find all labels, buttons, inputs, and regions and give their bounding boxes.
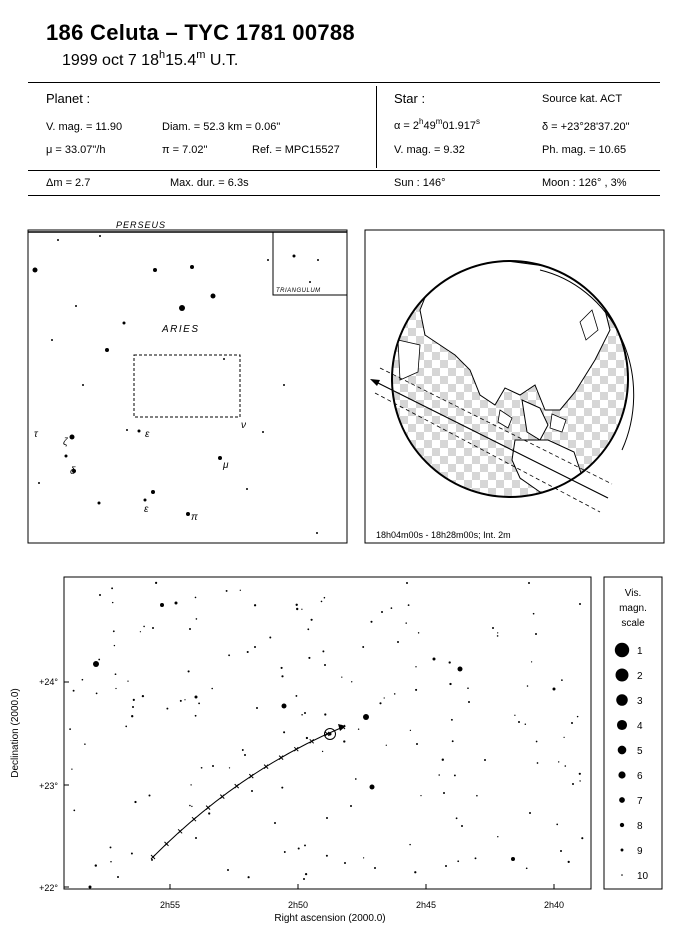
field-star xyxy=(112,602,113,603)
axis-ticks xyxy=(64,682,554,889)
path-time-ticks xyxy=(151,725,345,859)
field-star xyxy=(96,693,98,695)
field-star xyxy=(410,730,411,731)
field-star xyxy=(190,784,191,785)
field-star xyxy=(454,774,456,776)
field-star xyxy=(397,641,399,643)
field-star xyxy=(384,697,385,698)
field-star xyxy=(131,715,133,717)
field-star xyxy=(133,699,135,701)
greek-label: δ xyxy=(70,466,76,477)
field-star xyxy=(110,846,112,848)
scale-label: 8 xyxy=(637,821,643,832)
field-star xyxy=(443,792,445,794)
finder-star xyxy=(223,358,225,360)
detail-field-box xyxy=(134,355,240,417)
field-star xyxy=(457,860,459,862)
finder-star xyxy=(65,455,68,458)
field-star xyxy=(301,609,302,610)
finder-star xyxy=(38,482,40,484)
field-star xyxy=(304,844,306,846)
field-star xyxy=(113,630,115,632)
field-star xyxy=(296,604,298,606)
field-star xyxy=(308,657,310,659)
finder-stars xyxy=(33,235,320,534)
finder-star xyxy=(70,435,75,440)
field-star xyxy=(394,693,396,695)
finder-star xyxy=(144,499,147,502)
field-star xyxy=(326,855,328,857)
field-star xyxy=(82,679,84,681)
track-arrow xyxy=(370,379,380,386)
field-star xyxy=(561,679,563,681)
field-star xyxy=(160,603,164,607)
field-star xyxy=(379,702,381,704)
time-h: h xyxy=(158,49,166,61)
field-star xyxy=(198,702,200,704)
field-star xyxy=(511,857,515,861)
field-star xyxy=(553,688,556,691)
finder-star xyxy=(293,255,296,258)
finder-frame xyxy=(28,230,347,543)
scale-dot xyxy=(618,746,627,755)
field-star xyxy=(535,633,537,635)
field-star xyxy=(180,700,182,702)
field-star xyxy=(131,853,133,855)
finder-star xyxy=(246,488,248,490)
field-star xyxy=(251,790,253,792)
field-star xyxy=(184,699,185,700)
field-star xyxy=(449,683,451,685)
star-source: Source kat. ACT xyxy=(542,93,623,105)
finder-star xyxy=(99,235,101,237)
y-tick-label: +24° xyxy=(39,677,58,687)
time-suffix: U.T. xyxy=(205,52,239,69)
greek-label: ζ xyxy=(63,437,68,448)
field-star xyxy=(226,590,228,592)
field-star xyxy=(322,751,323,752)
field-star xyxy=(433,658,436,661)
field-star xyxy=(406,582,408,584)
field-star xyxy=(467,687,469,689)
planet-diam: Diam. = 52.3 km = 0.06" xyxy=(162,121,281,133)
field-star xyxy=(445,865,447,867)
field-star xyxy=(381,611,383,613)
field-star xyxy=(256,707,258,709)
triangulum-label: TRIANGULUM xyxy=(276,288,321,294)
field-star xyxy=(311,619,313,621)
field-star xyxy=(531,661,532,662)
field-star xyxy=(408,604,410,606)
field-star xyxy=(456,817,458,819)
alpha-part-c: 01.917 xyxy=(442,120,477,132)
field-star xyxy=(363,857,364,858)
field-star xyxy=(475,857,477,859)
field-star xyxy=(537,762,539,764)
field-star xyxy=(579,780,580,781)
x-tick-label: 2h40 xyxy=(543,900,565,910)
field-star xyxy=(282,704,287,709)
field-star xyxy=(563,737,564,738)
scale-title-line: magn. xyxy=(619,603,647,614)
field-star xyxy=(442,759,444,761)
field-star xyxy=(242,749,244,751)
x-tick-label: 2h45 xyxy=(415,900,437,910)
y-tick-label: +23° xyxy=(39,781,58,791)
field-star xyxy=(110,861,111,862)
field-star xyxy=(196,618,198,620)
field-star xyxy=(415,689,417,691)
finder-star xyxy=(211,294,216,299)
alpha-s: s xyxy=(476,117,481,126)
field-star xyxy=(577,716,578,717)
field-star xyxy=(351,681,352,682)
finder-star xyxy=(105,348,109,352)
scale-label: 4 xyxy=(637,721,643,732)
field-star xyxy=(127,680,128,681)
field-star xyxy=(98,659,100,661)
scale-dot xyxy=(616,669,629,682)
scale-label: 9 xyxy=(637,846,643,857)
field-star xyxy=(452,740,454,742)
triangulum-inset xyxy=(273,232,347,295)
field-star xyxy=(533,613,535,615)
field-star xyxy=(438,774,440,776)
field-star xyxy=(142,695,144,697)
field-star xyxy=(304,712,306,714)
delta-mag: Δm = 2.7 xyxy=(46,177,91,189)
field-star xyxy=(111,587,113,589)
field-star xyxy=(514,715,515,716)
field-star xyxy=(195,597,197,599)
field-star xyxy=(579,773,581,775)
field-star xyxy=(283,731,285,733)
field-star xyxy=(71,768,72,769)
star-heading: Star : xyxy=(394,91,426,106)
field-star xyxy=(324,713,326,715)
field-star xyxy=(414,871,416,873)
aries-label: ARIES xyxy=(162,324,200,335)
moon-info: Moon : 126° , 3% xyxy=(542,177,627,189)
field-star xyxy=(363,714,369,720)
finder-star xyxy=(138,430,141,433)
alpha-part-b: 49 xyxy=(423,120,436,132)
planet-pi: π = 7.02" xyxy=(162,144,208,156)
field-star xyxy=(93,661,99,667)
field-star xyxy=(324,664,326,666)
field-star xyxy=(571,722,573,724)
field-star xyxy=(418,632,419,633)
scale-label: 6 xyxy=(637,771,643,782)
field-star xyxy=(175,602,178,605)
field-star xyxy=(409,844,410,845)
field-star xyxy=(526,867,528,869)
field-star xyxy=(212,765,214,767)
perseus-label: PERSEUS xyxy=(116,220,167,230)
field-star xyxy=(343,740,345,742)
finder-star xyxy=(317,259,319,261)
page-title: 186 Celuta – TYC 1781 00788 xyxy=(46,20,355,45)
field-star xyxy=(415,666,416,667)
sun-elongation: Sun : 146° xyxy=(394,177,446,189)
field-star xyxy=(269,637,271,639)
field-star xyxy=(189,805,191,807)
greek-label: τ xyxy=(34,429,38,440)
scale-dot xyxy=(621,849,624,852)
field-star xyxy=(73,690,75,692)
field-star xyxy=(529,812,531,814)
magnitude-scale-items xyxy=(615,643,649,882)
field-star xyxy=(211,688,213,690)
field-star xyxy=(341,676,342,677)
alpha-part-a: α = 2 xyxy=(394,120,420,132)
field-star xyxy=(358,728,359,729)
field-star xyxy=(449,661,451,663)
field-star xyxy=(579,603,581,605)
scale-dot xyxy=(618,771,625,778)
field-star xyxy=(284,851,286,853)
finder-star xyxy=(153,268,157,272)
field-star xyxy=(240,590,241,591)
field-star xyxy=(321,601,323,603)
field-star xyxy=(405,622,406,623)
field-star xyxy=(307,628,309,630)
greek-star-labels xyxy=(34,420,246,523)
field-star xyxy=(344,862,346,864)
date-text: 1999 oct 7 18 xyxy=(62,52,159,69)
finder-star xyxy=(283,384,285,386)
planet-heading: Planet : xyxy=(46,91,91,106)
field-star xyxy=(306,737,308,739)
field-star xyxy=(140,631,141,632)
field-star xyxy=(303,878,305,880)
target-star xyxy=(329,733,332,736)
field-star xyxy=(497,836,498,837)
field-star xyxy=(468,701,470,703)
field-star xyxy=(132,706,134,708)
field-star xyxy=(195,837,197,839)
scale-label: 7 xyxy=(637,796,643,807)
field-star xyxy=(572,783,574,785)
greek-label: ε xyxy=(144,504,149,515)
time-min: 15.4 xyxy=(165,52,197,69)
star-vmag: V. mag. = 9.32 xyxy=(394,144,465,156)
field-star xyxy=(362,646,364,648)
field-star xyxy=(195,715,197,717)
finder-star xyxy=(126,429,128,431)
field-star xyxy=(155,582,157,584)
field-star xyxy=(497,632,498,633)
field-star xyxy=(386,745,387,746)
scale-dot xyxy=(617,720,627,730)
field-star xyxy=(84,743,86,745)
field-star xyxy=(188,670,190,672)
field-star xyxy=(305,873,307,875)
planet-mu: μ = 33.07"/h xyxy=(46,144,106,156)
field-star xyxy=(191,806,192,807)
field-star xyxy=(189,628,191,630)
field-star xyxy=(115,673,117,675)
finder-star xyxy=(190,265,194,269)
globe-caption: 18h04m00s - 18h28m00s; Int. 2m xyxy=(376,530,511,540)
field-star xyxy=(73,810,75,812)
field-star xyxy=(568,861,570,863)
finder-star xyxy=(186,512,190,516)
field-star xyxy=(281,675,283,677)
field-star xyxy=(370,785,375,790)
field-star xyxy=(370,621,372,623)
scale-label: 10 xyxy=(637,871,649,882)
field-star xyxy=(244,754,246,756)
field-star xyxy=(350,805,352,807)
field-star xyxy=(281,667,283,669)
finder-star xyxy=(98,502,101,505)
scale-title-line: Vis. xyxy=(624,588,642,599)
greek-label: ε xyxy=(145,429,150,440)
finder-star xyxy=(218,456,222,460)
greek-label: π xyxy=(191,512,198,523)
max-duration: Max. dur. = 6.3s xyxy=(170,177,249,189)
field-star xyxy=(451,719,453,721)
field-star xyxy=(114,645,115,646)
finder-star xyxy=(123,322,126,325)
field-star xyxy=(152,627,154,629)
star-delta: δ = +23°28'37.20" xyxy=(542,121,630,133)
field-star xyxy=(374,867,376,869)
field-star xyxy=(229,767,230,768)
field-star xyxy=(298,847,300,849)
time-m: m xyxy=(196,49,206,61)
finder-star xyxy=(262,431,264,433)
finder-star xyxy=(309,281,311,283)
x-tick-label: 2h55 xyxy=(159,900,181,910)
field-star xyxy=(484,759,486,761)
field-star xyxy=(492,627,494,629)
field-star xyxy=(227,869,229,871)
field-star xyxy=(476,795,478,797)
field-star xyxy=(117,876,119,878)
field-star xyxy=(324,597,326,599)
field-star xyxy=(254,604,256,606)
scale-dot xyxy=(616,694,628,706)
field-star xyxy=(274,822,276,824)
field-star xyxy=(416,743,418,745)
field-star xyxy=(565,765,567,767)
x-axis-label: Right ascension (2000.0) xyxy=(274,913,386,924)
y-axis-label: Declination (2000.0) xyxy=(10,688,21,778)
field-star xyxy=(248,876,250,878)
scale-title-line: scale xyxy=(621,618,645,629)
field-star xyxy=(208,812,210,814)
scale-dot xyxy=(621,874,623,876)
greek-label: μ xyxy=(223,460,229,471)
field-star xyxy=(281,787,283,789)
field-star xyxy=(556,824,558,826)
field-star xyxy=(99,594,101,596)
finder-star xyxy=(33,268,38,273)
field-star xyxy=(143,626,145,628)
field-star xyxy=(69,728,71,730)
scale-label: 3 xyxy=(637,696,643,707)
alpha-h: h xyxy=(419,117,424,126)
scale-label: 5 xyxy=(637,746,643,757)
planet-vmag: V. mag. = 11.90 xyxy=(46,121,123,133)
finder-star xyxy=(57,239,59,241)
field-star xyxy=(536,741,538,743)
field-star xyxy=(166,708,168,710)
finder-star xyxy=(51,339,53,341)
field-star xyxy=(301,714,303,716)
field-star xyxy=(195,696,198,699)
field-star xyxy=(228,654,230,656)
field-star xyxy=(254,646,256,648)
x-tick-label: 2h50 xyxy=(287,900,309,910)
field-star xyxy=(89,886,92,889)
field-star xyxy=(581,837,583,839)
finder-star xyxy=(179,305,185,311)
finder-star xyxy=(267,259,269,261)
greek-label: ν xyxy=(241,420,246,431)
star-phmag: Ph. mag. = 10.65 xyxy=(542,144,627,156)
field-star xyxy=(295,695,297,697)
finder-star xyxy=(316,532,318,534)
field-star xyxy=(391,607,393,609)
field-star xyxy=(95,864,97,866)
field-star xyxy=(558,761,559,762)
field-star xyxy=(115,688,116,689)
field-star xyxy=(148,794,150,796)
field-star xyxy=(458,667,463,672)
field-star xyxy=(527,685,529,687)
field-star xyxy=(355,778,357,780)
finder-star xyxy=(151,490,155,494)
y-tick-label: +22° xyxy=(39,883,58,893)
field-star xyxy=(247,651,249,653)
finder-star xyxy=(82,384,84,386)
finder-star xyxy=(75,305,77,307)
field-star xyxy=(296,608,298,610)
scale-label: 2 xyxy=(637,671,643,682)
alpha-m: m xyxy=(435,117,443,126)
field-star xyxy=(201,767,203,769)
field-star xyxy=(134,801,136,803)
field-star xyxy=(420,795,421,796)
planet-ref: Ref. = MPC15527 xyxy=(252,144,340,156)
field-star xyxy=(125,726,127,728)
field-star xyxy=(322,650,324,652)
field-star xyxy=(518,721,520,723)
field-star xyxy=(528,582,530,584)
field-star xyxy=(525,723,526,724)
field-star xyxy=(326,817,328,819)
field-star xyxy=(497,635,499,637)
scale-dot xyxy=(620,823,624,827)
field-star xyxy=(461,825,463,827)
scale-dot xyxy=(619,797,625,803)
field-star xyxy=(560,850,562,852)
asteroid-path xyxy=(153,727,343,857)
scale-dot xyxy=(615,643,629,657)
scale-label: 1 xyxy=(637,646,643,657)
